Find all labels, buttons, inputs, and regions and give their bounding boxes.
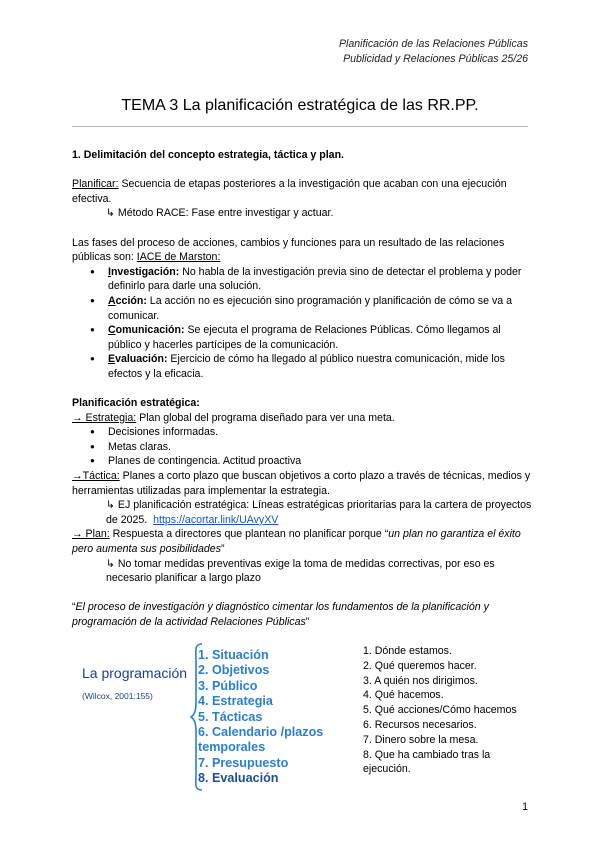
- fase-item: [108, 265, 532, 294]
- fase-label: valuación:: [115, 353, 168, 366]
- plan-paragraph: [72, 527, 532, 556]
- tactica-paragraph: [72, 469, 532, 498]
- tactica-sub: [72, 498, 532, 527]
- estrategia-paragraph: [72, 411, 532, 426]
- title-divider: [72, 126, 528, 127]
- diagram-step: 2. Objetivos: [198, 663, 270, 678]
- plan-quote-close: ”: [221, 543, 225, 556]
- fase-label: cción:: [115, 294, 147, 307]
- plan-sub: [72, 557, 532, 586]
- fase-label: nvestigación:: [110, 265, 180, 278]
- quote-close: ”: [305, 616, 310, 628]
- explanation-item: 4. Qué hacemos.: [363, 689, 444, 702]
- diagram-step: 7. Presupuesto: [198, 755, 289, 770]
- fase-item: [108, 323, 532, 352]
- explanation-item: 7. Dinero sobre la mesa.: [363, 733, 479, 746]
- explanation-item: 3. A quién nos dirigimos.: [363, 674, 478, 687]
- explanation-item: 8. Que ha cambiado tras la ejecución.: [363, 748, 491, 776]
- main-content: [72, 148, 532, 630]
- plan-quote: un plan no garantiza el éxito pero aumenta sus posibilidades: [72, 528, 521, 556]
- fase-letter: E: [108, 353, 116, 366]
- page-header: [339, 37, 528, 67]
- fases-intro-text: Las fases del proceso de acciones, cambios y funciones para un resultado de las relaciones públicas son:: [72, 236, 505, 264]
- fase-letter: A: [108, 294, 116, 307]
- diagram-step: 6. Calendario /plazos temporales: [198, 725, 324, 755]
- diagram-step: 1. Situación: [198, 648, 269, 662]
- estrategia-list: [72, 425, 532, 469]
- fase-text: No habla de la investigación previa sino de detectar el problema y poder definirlo para darle una solución.: [108, 265, 522, 293]
- diagram-step: 4. Estrategia: [198, 694, 273, 709]
- fase-text: La acción no es ejecución sino programación y planificación de cómo se va a comunicar.: [108, 294, 512, 322]
- tactica-sub-text: EJ planificación estratégica: Líneas estratégicas prioritarias para la cartera de proyectos de 2025.: [106, 499, 532, 526]
- fase-item: [108, 294, 532, 323]
- fase-item: [108, 352, 532, 381]
- diagram-step: 5. Tácticas: [198, 709, 263, 724]
- planificar-text: Secuencia de etapas posteriores a la investigación que acaban con una ejecución efectiva.: [72, 178, 507, 205]
- diagram-title: La programación: [82, 665, 188, 681]
- plan-text: Respuesta a directores que plantean no planificar porque “: [109, 528, 389, 541]
- planificar-sub: [72, 206, 532, 221]
- header-line-1: Planificación de las Relaciones Públicas: [338, 38, 528, 50]
- estrategia-label: → Estrategia:: [72, 411, 137, 424]
- fase-letter: C: [108, 324, 116, 337]
- planificar-sub-text: Método RACE: Fase entre investigar y actuar.: [117, 207, 334, 220]
- header-line-2: Publicidad y Relaciones Públicas 25/26: [343, 53, 528, 65]
- tactica-label: →Táctica:: [72, 470, 120, 483]
- fases-list: [72, 265, 532, 382]
- planificar-paragraph: [72, 177, 532, 206]
- sub-arrow-icon: ↳: [106, 499, 115, 512]
- fase-text: Ejercicio de cómo ha llegado al público nuestra comunicación, mide los efectos y la eficacia.: [108, 353, 505, 380]
- fase-letter: I: [108, 265, 111, 278]
- planificar-term: Planificar:: [72, 178, 119, 191]
- sub-arrow-icon: ↳: [106, 557, 115, 570]
- fase-label: omunicación:: [115, 324, 185, 337]
- sub-arrow-icon: ↳: [106, 207, 115, 220]
- fase-text: Se ejecuta el programa de Relaciones Públicas. Cómo llegamos al público y hacerles partícipes de la comunicación.: [108, 324, 501, 351]
- quote-text: El proceso de investigación y diagnóstico cimentar los fundamentos de la planificación y programación de la actividad Relaciones Públicas: [72, 601, 489, 628]
- explanation-item: 2. Qué queremos hacer.: [363, 659, 477, 672]
- programacion-diagram: [72, 640, 532, 790]
- estrategia-item: ● Decisiones informadas.: [108, 425, 532, 440]
- explanation-item: 6. Recursos necesarios.: [363, 718, 477, 731]
- explanation-item: 5. Qué acciones/Cómo hacemos: [363, 704, 517, 717]
- diagram-step: 3. Público: [198, 678, 258, 693]
- quote-paragraph: [72, 600, 532, 629]
- estrategia-text: Plan global del programa diseñado para ver una meta.: [136, 411, 395, 424]
- quote-open: “: [72, 601, 76, 614]
- tactica-link[interactable]: https://acortar.link/UAvyXV: [153, 513, 279, 526]
- estrategia-item: ● Metas claras.: [108, 440, 532, 455]
- page-title: TEMA 3 La planificación estratégica de las RR.PP.: [121, 97, 479, 114]
- explanation-item: 1. Dónde estamos.: [363, 645, 452, 657]
- fases-intro: [72, 236, 532, 265]
- fases-intro-label: IACE de Marston:: [136, 251, 221, 264]
- planificacion-heading: Planificación estratégica:: [72, 397, 200, 410]
- page-number: 1: [522, 801, 528, 813]
- estrategia-item: ● Planes de contingencia. Actitud proactiva: [108, 454, 532, 469]
- plan-sub-text: No tomar medidas preventivas exige la toma de medidas correctivas, por eso es necesario planificar a largo plazo: [106, 557, 495, 585]
- diagram-steps: [198, 648, 348, 787]
- diagram-citation: (Wilcox, 2001:155): [82, 691, 153, 701]
- diagram-explanation-list: [363, 644, 538, 777]
- tactica-text: Planes a corto plazo que buscan objetivos a corto plazo a través de técnicas, medios y herramientas utilizadas para implementar la estrategia.: [72, 470, 531, 497]
- plan-label: → Plan:: [72, 528, 110, 541]
- diagram-step: 8. Evaluación: [198, 771, 279, 786]
- section-heading: 1. Delimitación del concepto estrategia, táctica y plan.: [72, 149, 344, 161]
